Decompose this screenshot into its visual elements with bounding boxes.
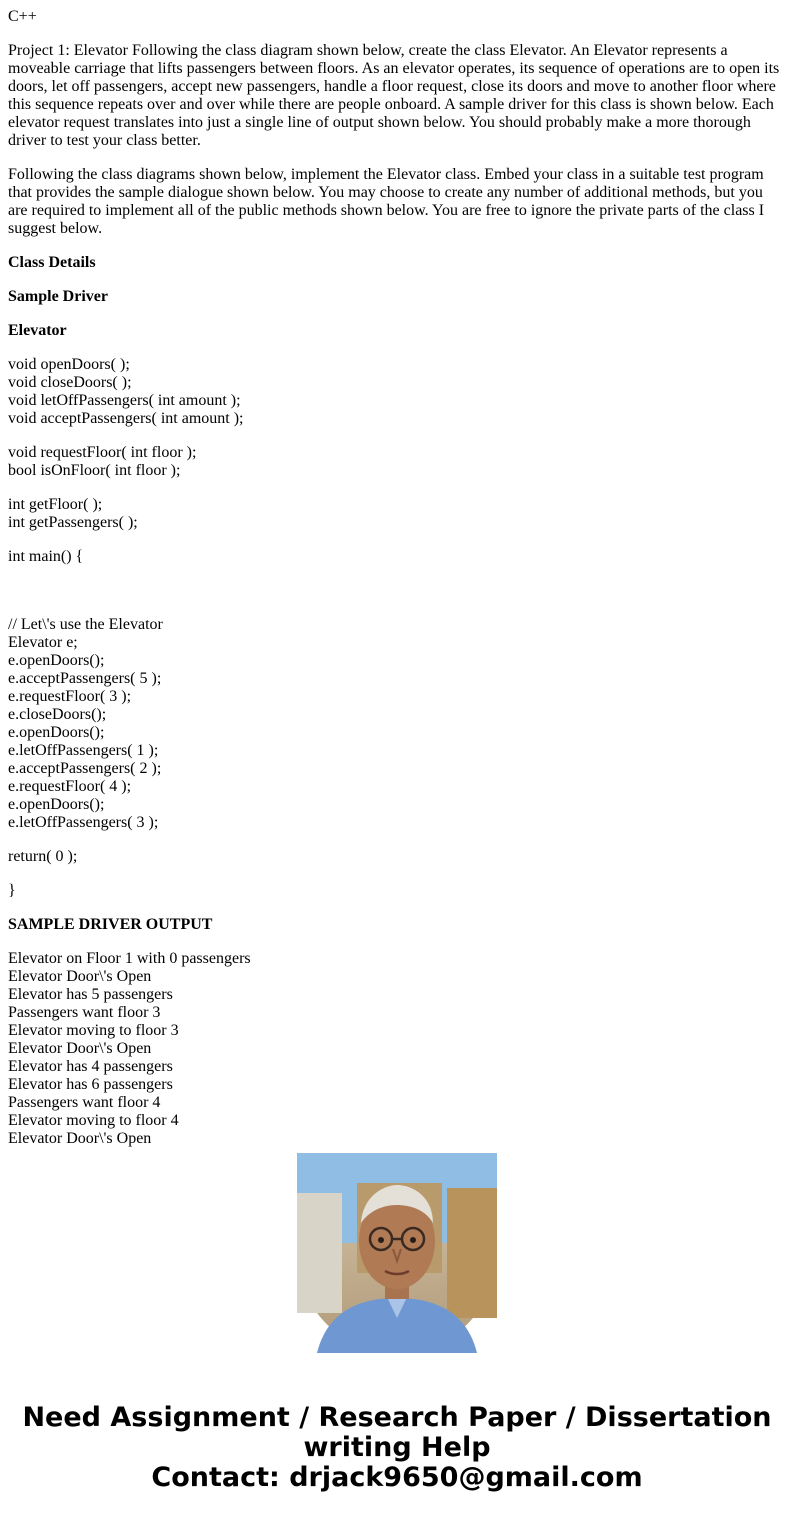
portrait-illustration bbox=[297, 1153, 497, 1353]
method-line: void openDoors( ); bbox=[8, 356, 130, 373]
code-line: e.letOffPassengers( 1 ); bbox=[8, 742, 159, 759]
output-line: Elevator moving to floor 4 bbox=[8, 1112, 179, 1129]
code-line: e.openDoors(); bbox=[8, 724, 105, 741]
return-statement: return( 0 ); bbox=[8, 848, 78, 865]
method-group-doors bbox=[8, 356, 786, 428]
method-line: int getFloor( ); bbox=[8, 496, 103, 513]
promo-line: Need Assignment / Research Paper / Dissertation bbox=[22, 1402, 772, 1433]
output-line: Elevator moving to floor 3 bbox=[8, 1022, 179, 1039]
method-line: void closeDoors( ); bbox=[8, 374, 132, 391]
output-line: Elevator has 6 passengers bbox=[8, 1076, 173, 1093]
code-line: e.acceptPassengers( 5 ); bbox=[8, 670, 162, 687]
language-label: C++ bbox=[8, 8, 37, 25]
promo-contact: Contact: drjack9650@gmail.com bbox=[151, 1462, 643, 1493]
heading-sample-output: SAMPLE DRIVER OUTPUT bbox=[8, 916, 213, 933]
code-line: e.letOffPassengers( 3 ); bbox=[8, 814, 159, 831]
promo-line: writing Help bbox=[303, 1432, 491, 1463]
code-line: Elevator e; bbox=[8, 634, 78, 651]
heading-sample-driver: Sample Driver bbox=[8, 288, 108, 305]
output-line: Elevator has 4 passengers bbox=[8, 1058, 173, 1075]
output-line: Passengers want floor 3 bbox=[8, 1004, 161, 1021]
instructions-paragraph: Following the class diagrams shown below, implement the Elevator class. Embed your class in a suitable test program that provides the sample dialogue shown below. You may choose to create any number of additional methods, but you are required to implement all of the public methods shown below. You are free to ignore the private parts of the class I suggest below. bbox=[8, 166, 765, 237]
main-open: int main() { bbox=[8, 548, 84, 565]
method-line: void acceptPassengers( int amount ); bbox=[8, 410, 244, 427]
code-line: e.closeDoors(); bbox=[8, 706, 107, 723]
code-line: e.requestFloor( 4 ); bbox=[8, 778, 132, 795]
method-line: int getPassengers( ); bbox=[8, 514, 138, 531]
spacer bbox=[8, 582, 786, 616]
code-line: e.requestFloor( 3 ); bbox=[8, 688, 132, 705]
driver-code bbox=[8, 616, 786, 832]
author-photo bbox=[297, 1153, 497, 1353]
document-body bbox=[8, 8, 786, 1147]
output-line: Elevator has 5 passengers bbox=[8, 986, 173, 1003]
output-line: Elevator Door\'s Open bbox=[8, 1130, 152, 1147]
method-group-floor bbox=[8, 444, 786, 480]
method-line: bool isOnFloor( int floor ); bbox=[8, 462, 181, 479]
output-line: Passengers want floor 4 bbox=[8, 1094, 161, 1111]
method-line: void letOffPassengers( int amount ); bbox=[8, 392, 241, 409]
code-line: e.openDoors(); bbox=[8, 796, 105, 813]
method-line: void requestFloor( int floor ); bbox=[8, 444, 197, 461]
output-line: Elevator Door\'s Open bbox=[8, 968, 152, 985]
code-line: e.acceptPassengers( 2 ); bbox=[8, 760, 162, 777]
heading-elevator: Elevator bbox=[8, 322, 67, 339]
heading-class-details: Class Details bbox=[8, 254, 96, 271]
intro-paragraph: Project 1: Elevator Following the class diagram shown below, create the class Elevator. An Elevator represents a moveable carriage that lifts passengers between floors. As an elevator operates, its sequence of operations are to open its doors, let off passengers, accept new passengers, handle a floor request, close its doors and move to another floor where this sequence repeats over and over while there are people onboard. A sample driver for this class is shown below. Each elevator request translates into just a single line of output shown below. You should probably make a more thorough driver to test your class better. bbox=[8, 42, 780, 149]
sample-output bbox=[8, 950, 786, 1148]
promo-banner bbox=[0, 1403, 794, 1493]
main-close: } bbox=[8, 882, 16, 899]
code-line: e.openDoors(); bbox=[8, 652, 105, 669]
method-group-getters bbox=[8, 496, 786, 532]
output-line: Elevator Door\'s Open bbox=[8, 1040, 152, 1057]
code-line: // Let\'s use the Elevator bbox=[8, 616, 163, 633]
output-line: Elevator on Floor 1 with 0 passengers bbox=[8, 950, 251, 967]
